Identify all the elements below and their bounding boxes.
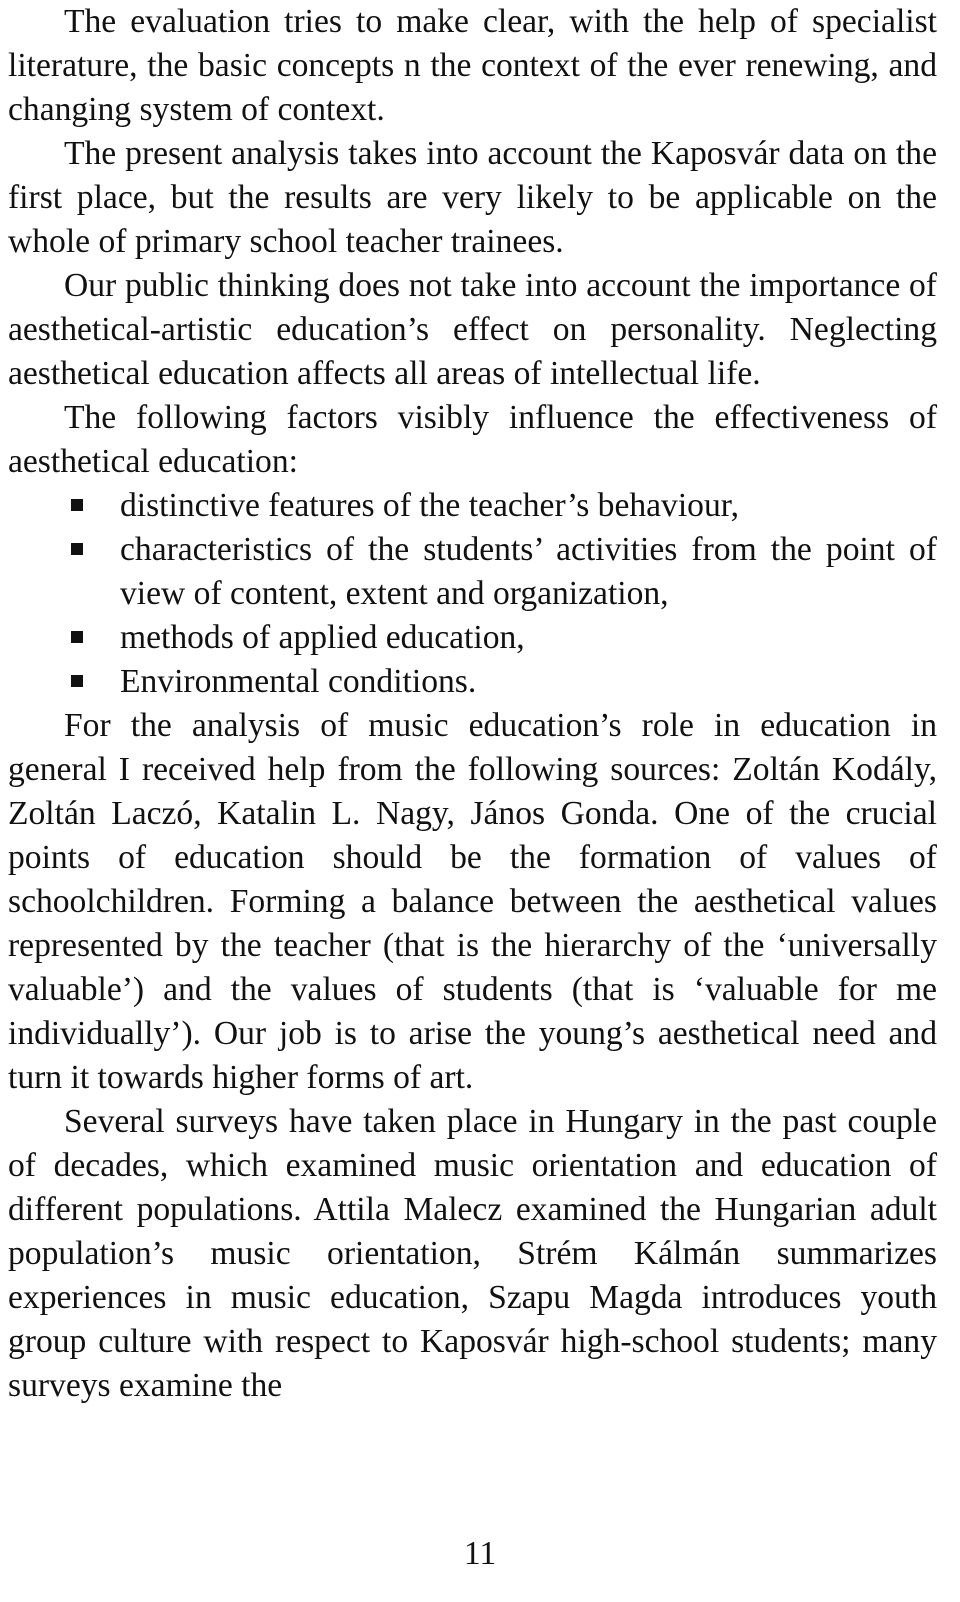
list-item [120, 616, 937, 660]
list-item-text: characteristics of the students’ activities from the point of view of content, extent and organization, [120, 531, 937, 612]
paragraph-public-thinking: Our public thinking does not take into account the importance of aesthetical-artistic education’s effect on personality. Neglecting aesthetical education affects all areas of intellectual life. [8, 267, 937, 392]
list-item [120, 484, 937, 528]
paragraph-evaluation: The evaluation tries to make clear, with the help of specialist literature, the basic concepts n the context of the ever renewing, and changing system of context. [8, 3, 937, 128]
paragraph-music-education: For the analysis of music education’s role in education in general I received help from the following sources: Zoltán Kodály, Zoltán Laczó, Katalin L. Nagy, János Gonda. One of the crucial points of education should be the formation of values of schoolchildren. Forming a balance between the aesthetical values represented by the teacher (that is the hierarchy of the ‘universally valuable’) and the values of students (that is ‘valuable for me individually’). Our job is to arise the young’s aesthetical need and turn it towards higher forms of art. [8, 707, 937, 1096]
list-item [120, 660, 937, 704]
square-bullet-icon [71, 499, 83, 511]
list-item [120, 528, 937, 616]
page-number: 11 [463, 1535, 497, 1572]
paragraph-factors-intro: The following factors visibly influence the effectiveness of aesthetical education: [8, 399, 937, 480]
list-item-text: distinctive features of the teacher’s behaviour, [120, 487, 739, 524]
document-page [8, 0, 937, 1408]
square-bullet-icon [71, 631, 83, 643]
factors-list [8, 484, 937, 704]
square-bullet-icon [71, 543, 83, 555]
paragraph-surveys: Several surveys have taken place in Hungary in the past couple of decades, which examined music orientation and education of different populations. Attila Malecz examined the Hungarian adult population’s music orientation, Strém Kálmán summarizes experiences in music education, Szapu Magda introduces youth group culture with respect to Kaposvár high-school students; many surveys examine the [8, 1103, 937, 1404]
list-item-text: methods of applied education, [120, 619, 525, 656]
paragraph-analysis: The present analysis takes into account the Kaposvár data on the first place, but the results are very likely to be applicable on the whole of primary school teacher trainees. [8, 135, 937, 260]
square-bullet-icon [71, 675, 83, 687]
list-item-text: Environmental conditions. [120, 663, 477, 700]
